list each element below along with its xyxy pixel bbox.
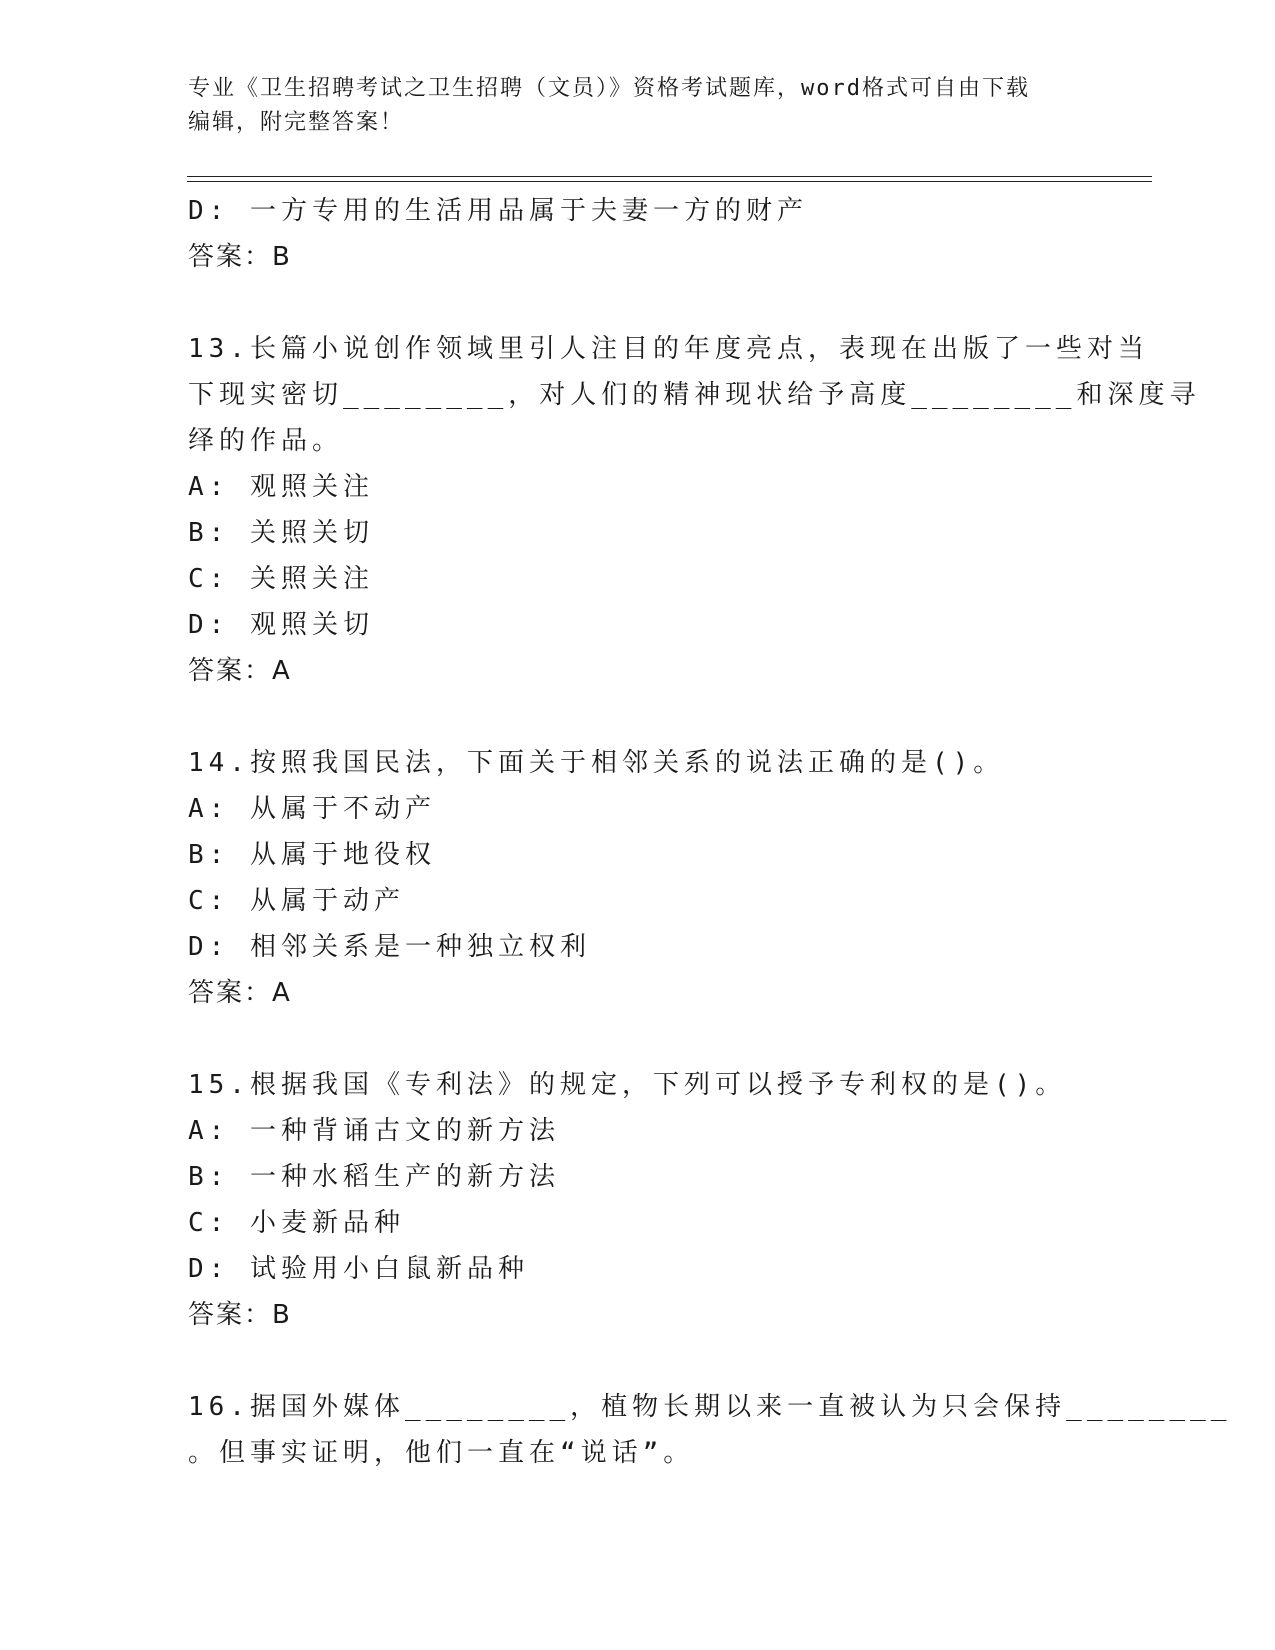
answer-line: 答案：A — [188, 656, 292, 686]
question-stem-line: 15.根据我国《专利法》的规定，下列可以授予专利权的是()。 — [188, 1070, 1067, 1100]
answer-line: 答案：A — [188, 978, 292, 1008]
question-14 — [188, 740, 1088, 1016]
question-stem-line: 14.按照我国民法，下面关于相邻关系的说法正确的是()。 — [188, 748, 1005, 778]
option-c: C: 关照关注 — [188, 564, 374, 594]
option-a: A: 一种背诵古文的新方法 — [188, 1116, 560, 1146]
option-b: B: 关照关切 — [188, 518, 374, 548]
question-16 — [188, 1384, 1232, 1476]
option-c: C: 从属于动产 — [188, 886, 405, 916]
question-stem-line: 16.据国外媒体________，植物长期以来一直被认为只会保持________ — [188, 1392, 1232, 1422]
option-c: C: 小麦新品种 — [188, 1208, 405, 1238]
option-d: D: 观照关切 — [188, 610, 374, 640]
header-line-1: 专业《卫生招聘考试之卫生招聘（文员）》资格考试题库，word格式可自由下载 — [188, 76, 1030, 101]
answer-line: 答案：B — [188, 1300, 292, 1330]
answer-line: 答案：B — [188, 242, 292, 272]
header-divider — [187, 176, 1152, 182]
question-stem-line: 绎的作品。 — [188, 426, 344, 456]
option-b: B: 一种水稻生产的新方法 — [188, 1162, 560, 1192]
question-stem-line: 。但事实证明，他们一直在“说话”。 — [188, 1438, 695, 1468]
question-stem-line: 下现实密切________，对人们的精神现状给予高度________和深度寻 — [188, 380, 1201, 410]
option-b: B: 从属于地役权 — [188, 840, 436, 870]
document-content — [188, 188, 1232, 1476]
question-stem-line: 13.长篇小说创作领域里引人注目的年度亮点，表现在出版了一些对当 — [188, 334, 1149, 364]
option-a: A: 从属于不动产 — [188, 794, 436, 824]
option-d: D: 相邻关系是一种独立权利 — [188, 932, 591, 962]
question-13 — [188, 326, 1201, 694]
header-line-2: 编辑，附完整答案！ — [188, 110, 405, 135]
previous-question-tail — [188, 188, 1088, 280]
option-a: A: 观照关注 — [188, 472, 374, 502]
page-header — [188, 72, 1088, 140]
option-d: D: 试验用小白鼠新品种 — [188, 1254, 529, 1284]
question-15 — [188, 1062, 1088, 1338]
option-d: D: 一方专用的生活用品属于夫妻一方的财产 — [188, 196, 808, 226]
